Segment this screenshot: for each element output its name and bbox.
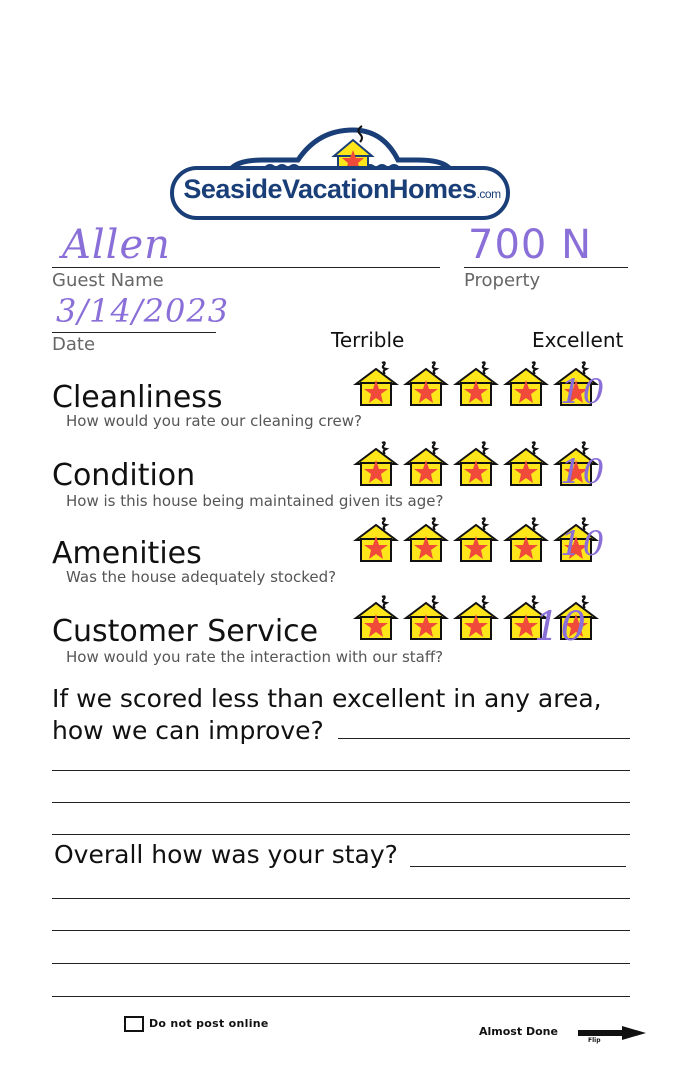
date-line [52, 332, 216, 333]
rating-question: Was the house adequately stocked? [66, 568, 337, 586]
improve-line-4[interactable] [52, 834, 630, 835]
house-star-icon[interactable] [352, 516, 400, 564]
overall-line-4[interactable] [52, 963, 630, 964]
overall-line-1[interactable] [410, 866, 626, 867]
do-not-post-checkbox[interactable] [124, 1016, 144, 1032]
guest-name-value: Allen [62, 222, 171, 268]
property-label: Property [464, 270, 541, 291]
house-star-icon[interactable] [452, 360, 500, 408]
guest-name-label: Guest Name [52, 270, 164, 291]
overall-line-3[interactable] [52, 930, 630, 931]
date-label: Date [52, 334, 96, 355]
almost-done-label: Almost Done [479, 1025, 558, 1038]
rating-mark: 10 [560, 524, 606, 564]
rating-question: How is this house being maintained given its age? [66, 492, 444, 510]
rating-mark: 10 [560, 372, 606, 412]
house-star-icon[interactable] [502, 360, 550, 408]
rating-title: Cleanliness [52, 380, 223, 415]
overall-question: Overall how was your stay? [54, 840, 398, 869]
house-star-icon[interactable] [352, 440, 400, 488]
rating-question: How would you rate our cleaning crew? [66, 412, 362, 430]
house-star-icon[interactable] [452, 516, 500, 564]
scale-excellent: Excellent [532, 328, 624, 352]
scale-terrible: Terrible [331, 328, 405, 352]
logo-house-icon [168, 120, 512, 220]
house-star-icon[interactable] [352, 594, 400, 642]
brand-name: SeasideVacationHomes.com [183, 174, 501, 204]
rating-title: Condition [52, 458, 196, 493]
improve-line-3[interactable] [52, 802, 630, 803]
house-star-icon[interactable] [352, 360, 400, 408]
brand-tld: .com [476, 187, 501, 201]
house-star-icon[interactable] [402, 360, 450, 408]
improve-line-1[interactable] [338, 738, 630, 739]
rating-mark: 10 [560, 452, 606, 492]
house-star-icon[interactable] [452, 440, 500, 488]
rating-title: Amenities [52, 536, 202, 571]
brand-logo [168, 120, 512, 220]
guest-name-line [52, 267, 440, 268]
property-value: 700 N [468, 222, 592, 268]
house-star-icon[interactable] [402, 594, 450, 642]
house-star-icon[interactable] [452, 594, 500, 642]
rating-title: Customer Service [52, 614, 319, 649]
overall-line-2[interactable] [52, 898, 630, 899]
date-value: 3/14/2023 [56, 292, 230, 330]
overall-line-5[interactable] [52, 996, 630, 997]
house-star-icon[interactable] [402, 440, 450, 488]
property-line [464, 267, 628, 268]
rating-question: How would you rate the interaction with our staff? [66, 648, 444, 666]
do-not-post-label: Do not post online [149, 1017, 269, 1030]
flip-label: Flip [588, 1037, 601, 1044]
rating-mark: 10 [534, 604, 587, 650]
house-star-icon[interactable] [402, 516, 450, 564]
arrow-right-icon[interactable] [578, 1026, 646, 1040]
house-star-icon[interactable] [502, 440, 550, 488]
improve-line-2[interactable] [52, 770, 630, 771]
house-star-icon[interactable] [502, 516, 550, 564]
improve-question: If we scored less than excellent in any area, how we can improve? [52, 684, 602, 745]
